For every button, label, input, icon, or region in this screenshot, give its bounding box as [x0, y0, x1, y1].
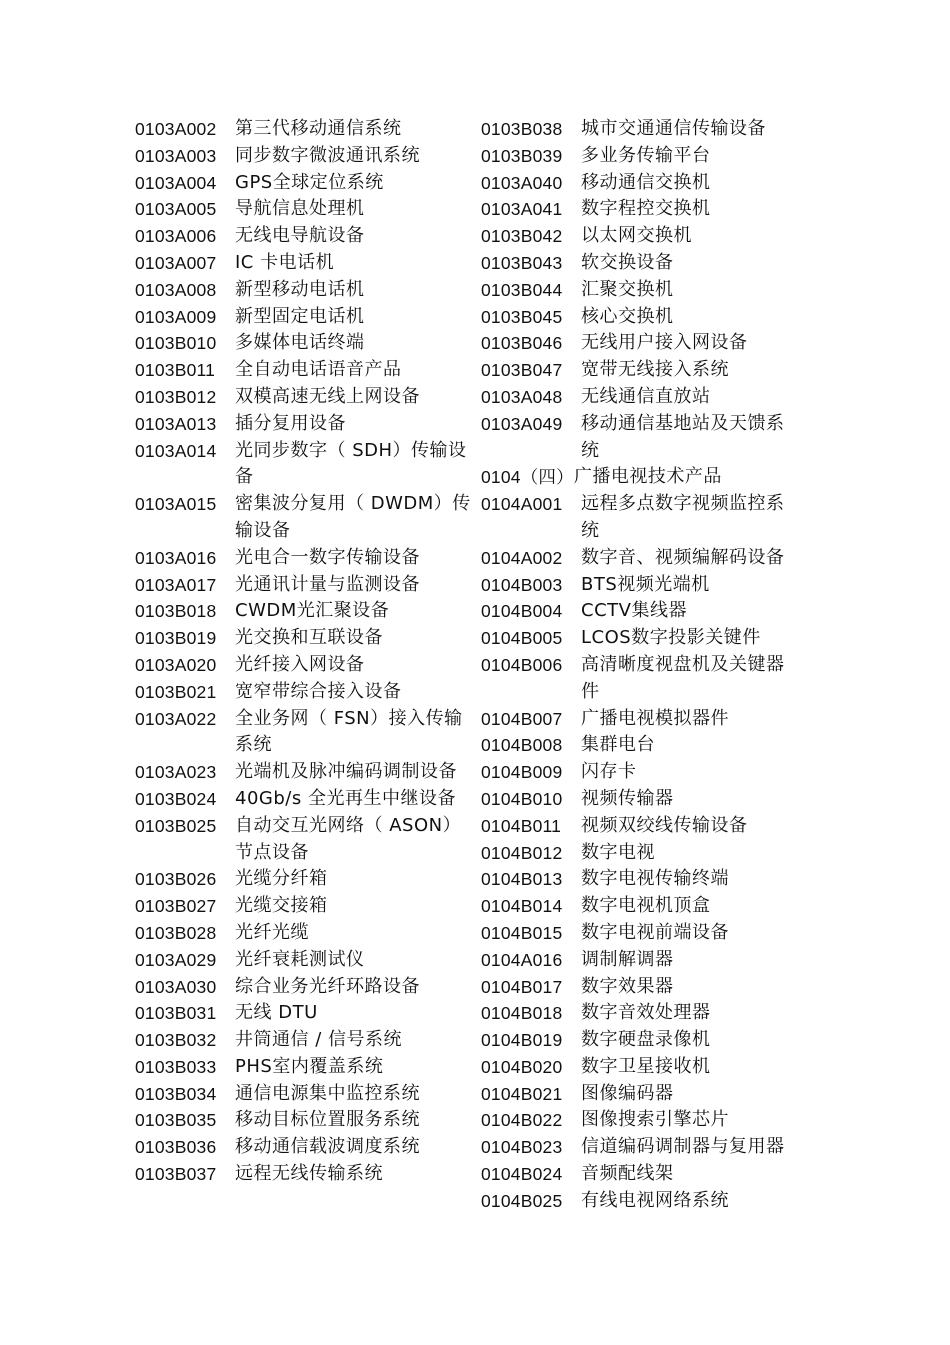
product-name: 数字电视机顶盒	[581, 895, 711, 917]
product-entry	[481, 893, 801, 920]
product-code: 0103A023	[135, 762, 217, 783]
product-code: 0103A004	[135, 172, 217, 193]
product-code: 0103B036	[135, 1137, 217, 1158]
product-code: 0104A016	[481, 949, 563, 970]
product-name: 移动通信交换机	[581, 171, 711, 193]
product-name: 宽带无线接入系统	[581, 359, 729, 381]
product-name: 软交换设备	[581, 251, 674, 273]
right-product-list	[481, 116, 801, 1215]
product-code: 0103B046	[481, 333, 563, 354]
product-entry	[135, 277, 475, 304]
product-entry	[481, 813, 801, 840]
product-code: 0103A014	[135, 440, 217, 461]
product-entry	[481, 1161, 801, 1188]
product-entry	[481, 598, 801, 625]
product-name: 远程多点数字视频监控系统	[581, 493, 785, 541]
product-code: 0104B017	[481, 976, 563, 997]
product-name: 移动目标位置服务系统	[235, 1109, 420, 1131]
product-name: 多业务传输平台	[581, 144, 711, 166]
product-code: 0103B010	[135, 333, 217, 354]
product-code: 0103A009	[135, 306, 217, 327]
product-entry	[481, 866, 801, 893]
product-name: LCOS数字投影关键件	[581, 627, 761, 649]
product-code: 0104B024	[481, 1164, 563, 1185]
product-entry	[481, 545, 801, 572]
product-code: 0104B022	[481, 1110, 563, 1131]
product-code: 0103A040	[481, 172, 563, 193]
product-name: 全自动电话语音产品	[235, 359, 402, 381]
product-code: 0103A013	[135, 413, 217, 434]
product-entry	[135, 1027, 475, 1054]
product-code: 0104B023	[481, 1137, 563, 1158]
product-code: 0103B024	[135, 788, 217, 809]
product-code: 0103B021	[135, 681, 217, 702]
product-name: PHS室内覆盖系统	[235, 1055, 384, 1077]
product-name: CWDM光汇聚设备	[235, 600, 390, 622]
product-entry	[135, 893, 475, 920]
product-entry	[135, 116, 475, 143]
product-code: 0103A008	[135, 279, 217, 300]
product-code: 0103B012	[135, 386, 217, 407]
product-name: 数字电视	[581, 841, 655, 863]
product-name: 导航信息处理机	[235, 198, 365, 220]
product-code: 0104B007	[481, 708, 563, 729]
product-code: 0104B008	[481, 735, 563, 756]
product-code: 0104A001	[481, 494, 563, 515]
product-code: 0103A007	[135, 252, 217, 273]
product-name: GPS全球定位系统	[235, 171, 384, 193]
product-name: 40Gb/s 全光再生中继设备	[235, 787, 456, 809]
product-code: 0103A016	[135, 547, 217, 568]
product-name: 数字音、视频编解码设备	[581, 546, 785, 568]
product-entry	[481, 304, 801, 331]
product-code: 0103A002	[135, 119, 217, 139]
product-name: 新型固定电话机	[235, 305, 365, 327]
product-code: 0104B013	[481, 869, 563, 890]
product-code: 0103B031	[135, 1003, 217, 1024]
product-entry	[135, 1000, 475, 1027]
product-entry	[135, 974, 475, 1001]
product-entry	[481, 572, 801, 599]
product-code: 0103B033	[135, 1056, 217, 1077]
product-entry	[481, 1107, 801, 1134]
product-name: 多媒体电话终端	[235, 332, 365, 354]
product-entry	[481, 706, 801, 733]
product-code: 0103B039	[481, 145, 563, 166]
product-entry	[481, 357, 801, 384]
product-entry	[135, 250, 475, 277]
product-entry	[481, 920, 801, 947]
product-code: 0103A048	[481, 386, 563, 407]
product-entry	[481, 625, 801, 652]
product-name: 光纤光缆	[235, 921, 309, 943]
product-code: 0103B047	[481, 360, 563, 381]
product-code: 0103A022	[135, 708, 217, 729]
product-code: 0103B038	[481, 119, 563, 139]
product-code: 0103B035	[135, 1110, 217, 1131]
product-entry	[481, 491, 801, 545]
product-name: 新型移动电话机	[235, 278, 365, 300]
product-name: 移动通信载波调度系统	[235, 1136, 420, 1158]
product-name: 图像搜索引擎芯片	[581, 1109, 729, 1131]
product-entry	[481, 384, 801, 411]
product-code: 0104B003	[481, 574, 563, 595]
product-name: 无线 DTU	[235, 1002, 318, 1024]
product-name: 光纤接入网设备	[235, 653, 365, 675]
product-name: 信道编码调制器与复用器	[581, 1136, 785, 1158]
product-entry	[135, 598, 475, 625]
product-entry	[481, 1000, 801, 1027]
product-entry	[135, 1161, 475, 1188]
product-name: 通信电源集中监控系统	[235, 1082, 420, 1104]
product-name: BTS视频光端机	[581, 573, 710, 595]
product-entry	[135, 438, 475, 492]
product-entry	[135, 679, 475, 706]
product-code: 0103A015	[135, 494, 217, 515]
product-entry	[481, 974, 801, 1001]
section-number: 0104（四）	[481, 467, 574, 488]
product-entry	[135, 786, 475, 813]
product-code: 0103A030	[135, 976, 217, 997]
product-code: 0103B043	[481, 252, 563, 273]
product-name: 闪存卡	[581, 761, 637, 783]
product-name: 光电合一数字传输设备	[235, 546, 420, 568]
product-entry	[481, 1134, 801, 1161]
product-entry	[135, 384, 475, 411]
product-code: 0103B037	[135, 1164, 217, 1185]
product-code: 0103A005	[135, 199, 217, 220]
product-code: 0103A049	[481, 413, 563, 434]
product-code: 0104B012	[481, 842, 563, 863]
product-entry	[135, 947, 475, 974]
product-name: 核心交换机	[581, 305, 674, 327]
product-entry	[135, 813, 475, 867]
product-name: 光通讯计量与监测设备	[235, 573, 420, 595]
product-name: 调制解调器	[581, 948, 674, 970]
product-name: 光同步数字（ SDH）传输设备	[235, 439, 467, 488]
product-entry	[135, 759, 475, 786]
product-code: 0103A017	[135, 574, 217, 595]
product-code: 0103A006	[135, 226, 217, 247]
product-entry	[135, 330, 475, 357]
product-entry	[481, 250, 801, 277]
product-entry	[135, 304, 475, 331]
product-code: 0104B020	[481, 1056, 563, 1077]
product-code: 0104B018	[481, 1003, 563, 1024]
product-name: 双模高速无线上网设备	[235, 385, 420, 407]
product-name: 综合业务光纤环路设备	[235, 975, 420, 997]
product-code: 0103B044	[481, 279, 563, 300]
product-entry	[135, 491, 475, 545]
product-name: 远程无线传输系统	[235, 1163, 383, 1185]
product-entry	[135, 223, 475, 250]
product-entry	[481, 947, 801, 974]
product-entry	[481, 1027, 801, 1054]
product-name: 光缆分纤箱	[235, 868, 328, 890]
product-code: 0103A041	[481, 199, 563, 220]
product-code: 0103B026	[135, 869, 217, 890]
product-code: 0104B014	[481, 896, 563, 917]
product-name: 广播电视模拟器件	[581, 707, 729, 729]
product-entry	[135, 545, 475, 572]
product-code: 0103A029	[135, 949, 217, 970]
product-entry	[481, 116, 801, 143]
product-name: 光端机及脉冲编码调制设备	[235, 761, 457, 783]
product-name: 集群电台	[581, 734, 655, 756]
product-name: 无线电导航设备	[235, 225, 365, 247]
product-entry	[481, 330, 801, 357]
product-name: 数字程控交换机	[581, 198, 711, 220]
product-entry	[481, 143, 801, 170]
product-entry	[481, 759, 801, 786]
product-name: 宽窄带综合接入设备	[235, 680, 402, 702]
product-entry	[481, 840, 801, 867]
product-entry	[481, 732, 801, 759]
product-name: 高清晰度视盘机及关键器件	[581, 653, 785, 702]
product-name: 图像编码器	[581, 1082, 674, 1104]
section-heading	[481, 464, 801, 491]
product-entry	[135, 196, 475, 223]
product-name: 数字音效处理器	[581, 1002, 711, 1024]
product-entry	[481, 652, 801, 706]
product-name: 有线电视网络系统	[581, 1189, 729, 1211]
product-name: 无线用户接入网设备	[581, 332, 748, 354]
product-name: 数字卫星接收机	[581, 1055, 711, 1077]
product-entry	[481, 1054, 801, 1081]
product-entry	[135, 411, 475, 438]
product-name: 光缆交接箱	[235, 895, 328, 917]
product-code: 0103B032	[135, 1030, 217, 1051]
product-code: 0103B025	[135, 815, 217, 836]
product-name: 光交换和互联设备	[235, 627, 383, 649]
product-entry	[481, 411, 801, 465]
product-code: 0103A020	[135, 654, 217, 675]
product-entry	[135, 866, 475, 893]
product-name: 视频传输器	[581, 787, 674, 809]
product-code: 0104B011	[481, 815, 562, 836]
product-entry	[135, 143, 475, 170]
product-code: 0103B027	[135, 896, 217, 917]
product-code: 0103B011	[135, 360, 216, 381]
product-entry	[135, 170, 475, 197]
product-name: 以太网交换机	[581, 225, 692, 247]
product-name: 数字效果器	[581, 975, 674, 997]
product-code: 0103B018	[135, 601, 217, 622]
left-product-list	[135, 116, 475, 1188]
product-entry	[481, 170, 801, 197]
product-code: 0103B042	[481, 226, 563, 247]
section-title: 广播电视技术产品	[573, 466, 722, 488]
product-entry	[135, 625, 475, 652]
product-code: 0104B019	[481, 1030, 563, 1051]
product-entry	[135, 1107, 475, 1134]
product-name: IC 卡电话机	[235, 251, 335, 273]
product-name: 自动交互光网络（ ASON）节点设备	[235, 814, 462, 863]
product-name: 移动通信基地站及天馈系统	[581, 412, 785, 461]
product-entry	[135, 652, 475, 679]
product-entry	[135, 1134, 475, 1161]
product-name: 数字电视前端设备	[581, 921, 729, 943]
product-entry	[481, 223, 801, 250]
product-name: 汇聚交换机	[581, 278, 674, 300]
product-name: 数字硬盘录像机	[581, 1029, 711, 1051]
product-code: 0104B004	[481, 601, 563, 622]
product-name: 全业务网（ FSN）接入传输系统	[235, 707, 463, 756]
product-entry	[481, 786, 801, 813]
product-entry	[135, 706, 475, 760]
product-name: 视频双绞线传输设备	[581, 814, 748, 836]
product-name: 光纤衰耗测试仪	[235, 948, 365, 970]
product-code: 0104B021	[481, 1083, 563, 1104]
product-name: CCTV集线器	[581, 600, 687, 622]
product-name: 音频配线架	[581, 1163, 674, 1185]
product-name: 插分复用设备	[235, 412, 346, 434]
product-entry	[481, 1081, 801, 1108]
product-code: 0103B034	[135, 1083, 217, 1104]
product-code: 0104B010	[481, 788, 563, 809]
product-code: 0103B028	[135, 922, 217, 943]
product-code: 0104A002	[481, 547, 563, 568]
product-name: 同步数字微波通讯系统	[235, 144, 420, 166]
product-code: 0104B005	[481, 628, 563, 649]
product-code: 0104B025	[481, 1190, 563, 1211]
product-name: 数字电视传输终端	[581, 868, 729, 890]
product-entry	[135, 1054, 475, 1081]
product-name: 井筒通信 / 信号系统	[235, 1029, 403, 1051]
product-name: 第三代移动通信系统	[235, 118, 402, 139]
product-code: 0104B006	[481, 654, 563, 675]
product-code: 0103B019	[135, 628, 217, 649]
product-name: 城市交通通信传输设备	[581, 118, 766, 139]
product-code: 0103A003	[135, 145, 217, 166]
product-entry	[481, 1188, 801, 1215]
product-entry	[481, 196, 801, 223]
product-entry	[135, 920, 475, 947]
product-code: 0104B009	[481, 762, 563, 783]
product-entry	[135, 572, 475, 599]
product-entry	[135, 357, 475, 384]
product-name: 密集波分复用（ DWDM）传输设备	[235, 493, 471, 541]
product-entry	[135, 1081, 475, 1108]
product-name: 无线通信直放站	[581, 385, 711, 407]
product-code: 0104B015	[481, 922, 563, 943]
product-code: 0103B045	[481, 306, 563, 327]
product-entry	[481, 277, 801, 304]
